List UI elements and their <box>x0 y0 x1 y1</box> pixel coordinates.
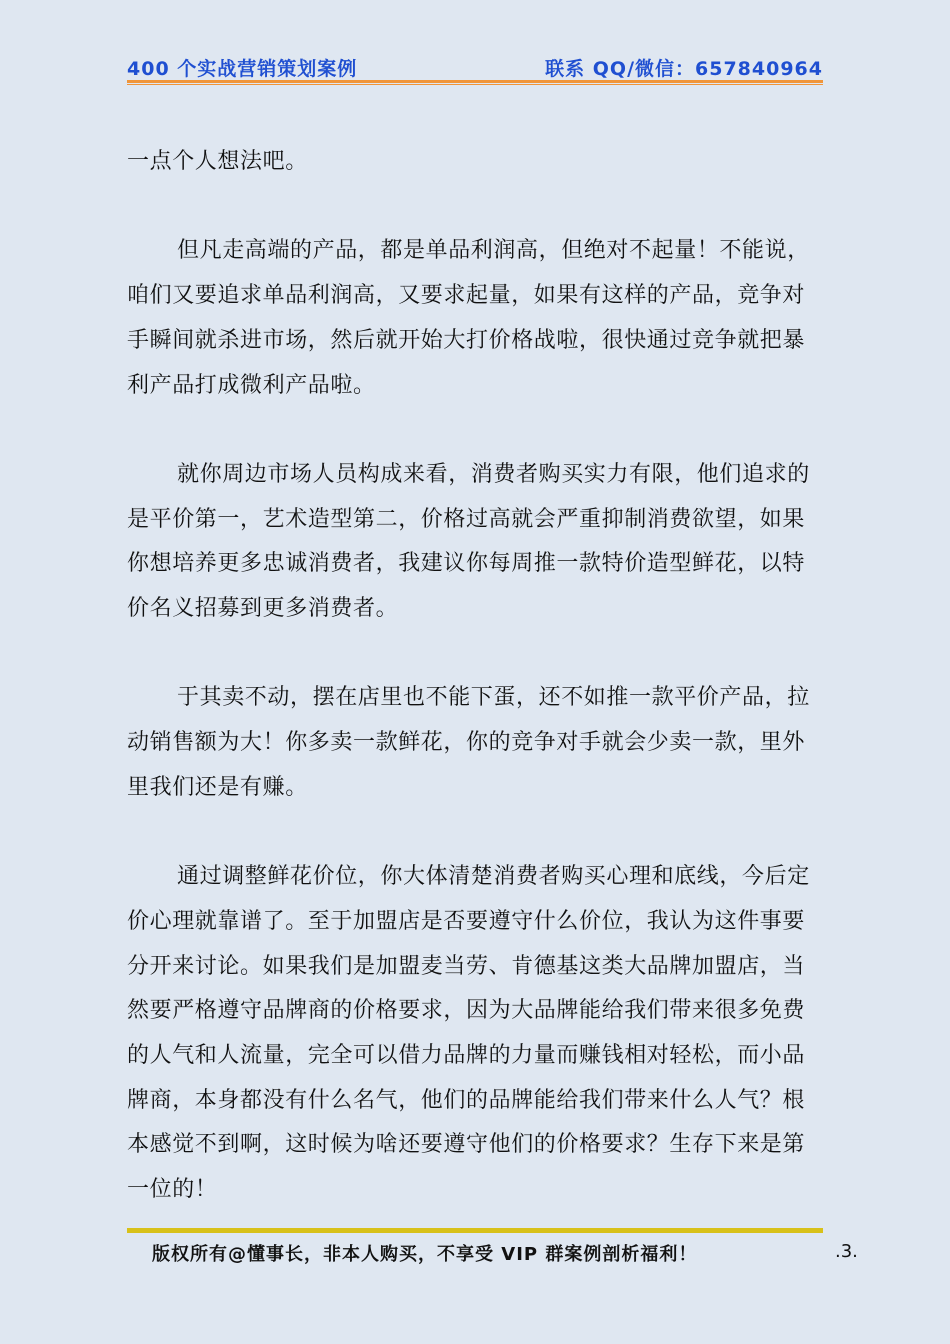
header-contact: 联系 QQ/微信：657840964 <box>545 58 823 80</box>
page-number: .3. <box>835 1241 858 1262</box>
footer-rule <box>127 1228 823 1233</box>
header-title: 400 个实战营销策划案例 <box>127 58 358 80</box>
paragraph-3: 就你周边市场人员构成来看，消费者购买实力有限，他们追求的是平价第一，艺术造型第二，价格过高就会严重抑制消费欲望，如果你想培养更多忠诚消费者，我建议你每周推一款特价造型鲜花，以特价名义招募到更多消费者。 <box>127 461 810 621</box>
paragraph-4: 于其卖不动，摆在店里也不能下蛋，还不如推一款平价产品，拉动销售额为大！你多卖一款鲜花，你的竞争对手就会少卖一款，里外里我们还是有赚。 <box>127 685 810 800</box>
page-header <box>127 54 823 80</box>
header-rule-thin <box>127 84 823 85</box>
document-body <box>127 140 823 1213</box>
paragraph-1: 一点个人想法吧。 <box>127 149 308 174</box>
paragraph-2: 但凡走高端的产品，都是单品利润高，但绝对不起量！不能说，咱们又要追求单品利润高，又要求起量，如果有这样的产品，竞争对手瞬间就杀进市场，然后就开始大打价格战啦，很快通过竞争就把暴利产品打成微利产品啦。 <box>127 238 810 398</box>
paragraph-5: 通过调整鲜花价位，你大体清楚消费者购买心理和底线，今后定价心理就靠谱了。至于加盟店是否要遵守什么价位，我认为这件事要分开来讨论。如果我们是加盟麦当劳、肯德基这类大品牌加盟店，当然要严格遵守品牌商的价格要求，因为大品牌能给我们带来很多免费的人气和人流量，完全可以借力品牌的力量而赚钱相对轻松，而小品牌商，本身都没有什么名气，他们的品牌能给我们带来什么人气？根本感觉不到啊，这时候为啥还要遵守他们的价格要求？生存下来是第一位的！ <box>127 864 810 1203</box>
footer-copyright: 版权所有@懂事长，非本人购买，不享受 VIP 群案例剖析福利！ <box>152 1244 698 1265</box>
header-rule <box>127 80 823 83</box>
